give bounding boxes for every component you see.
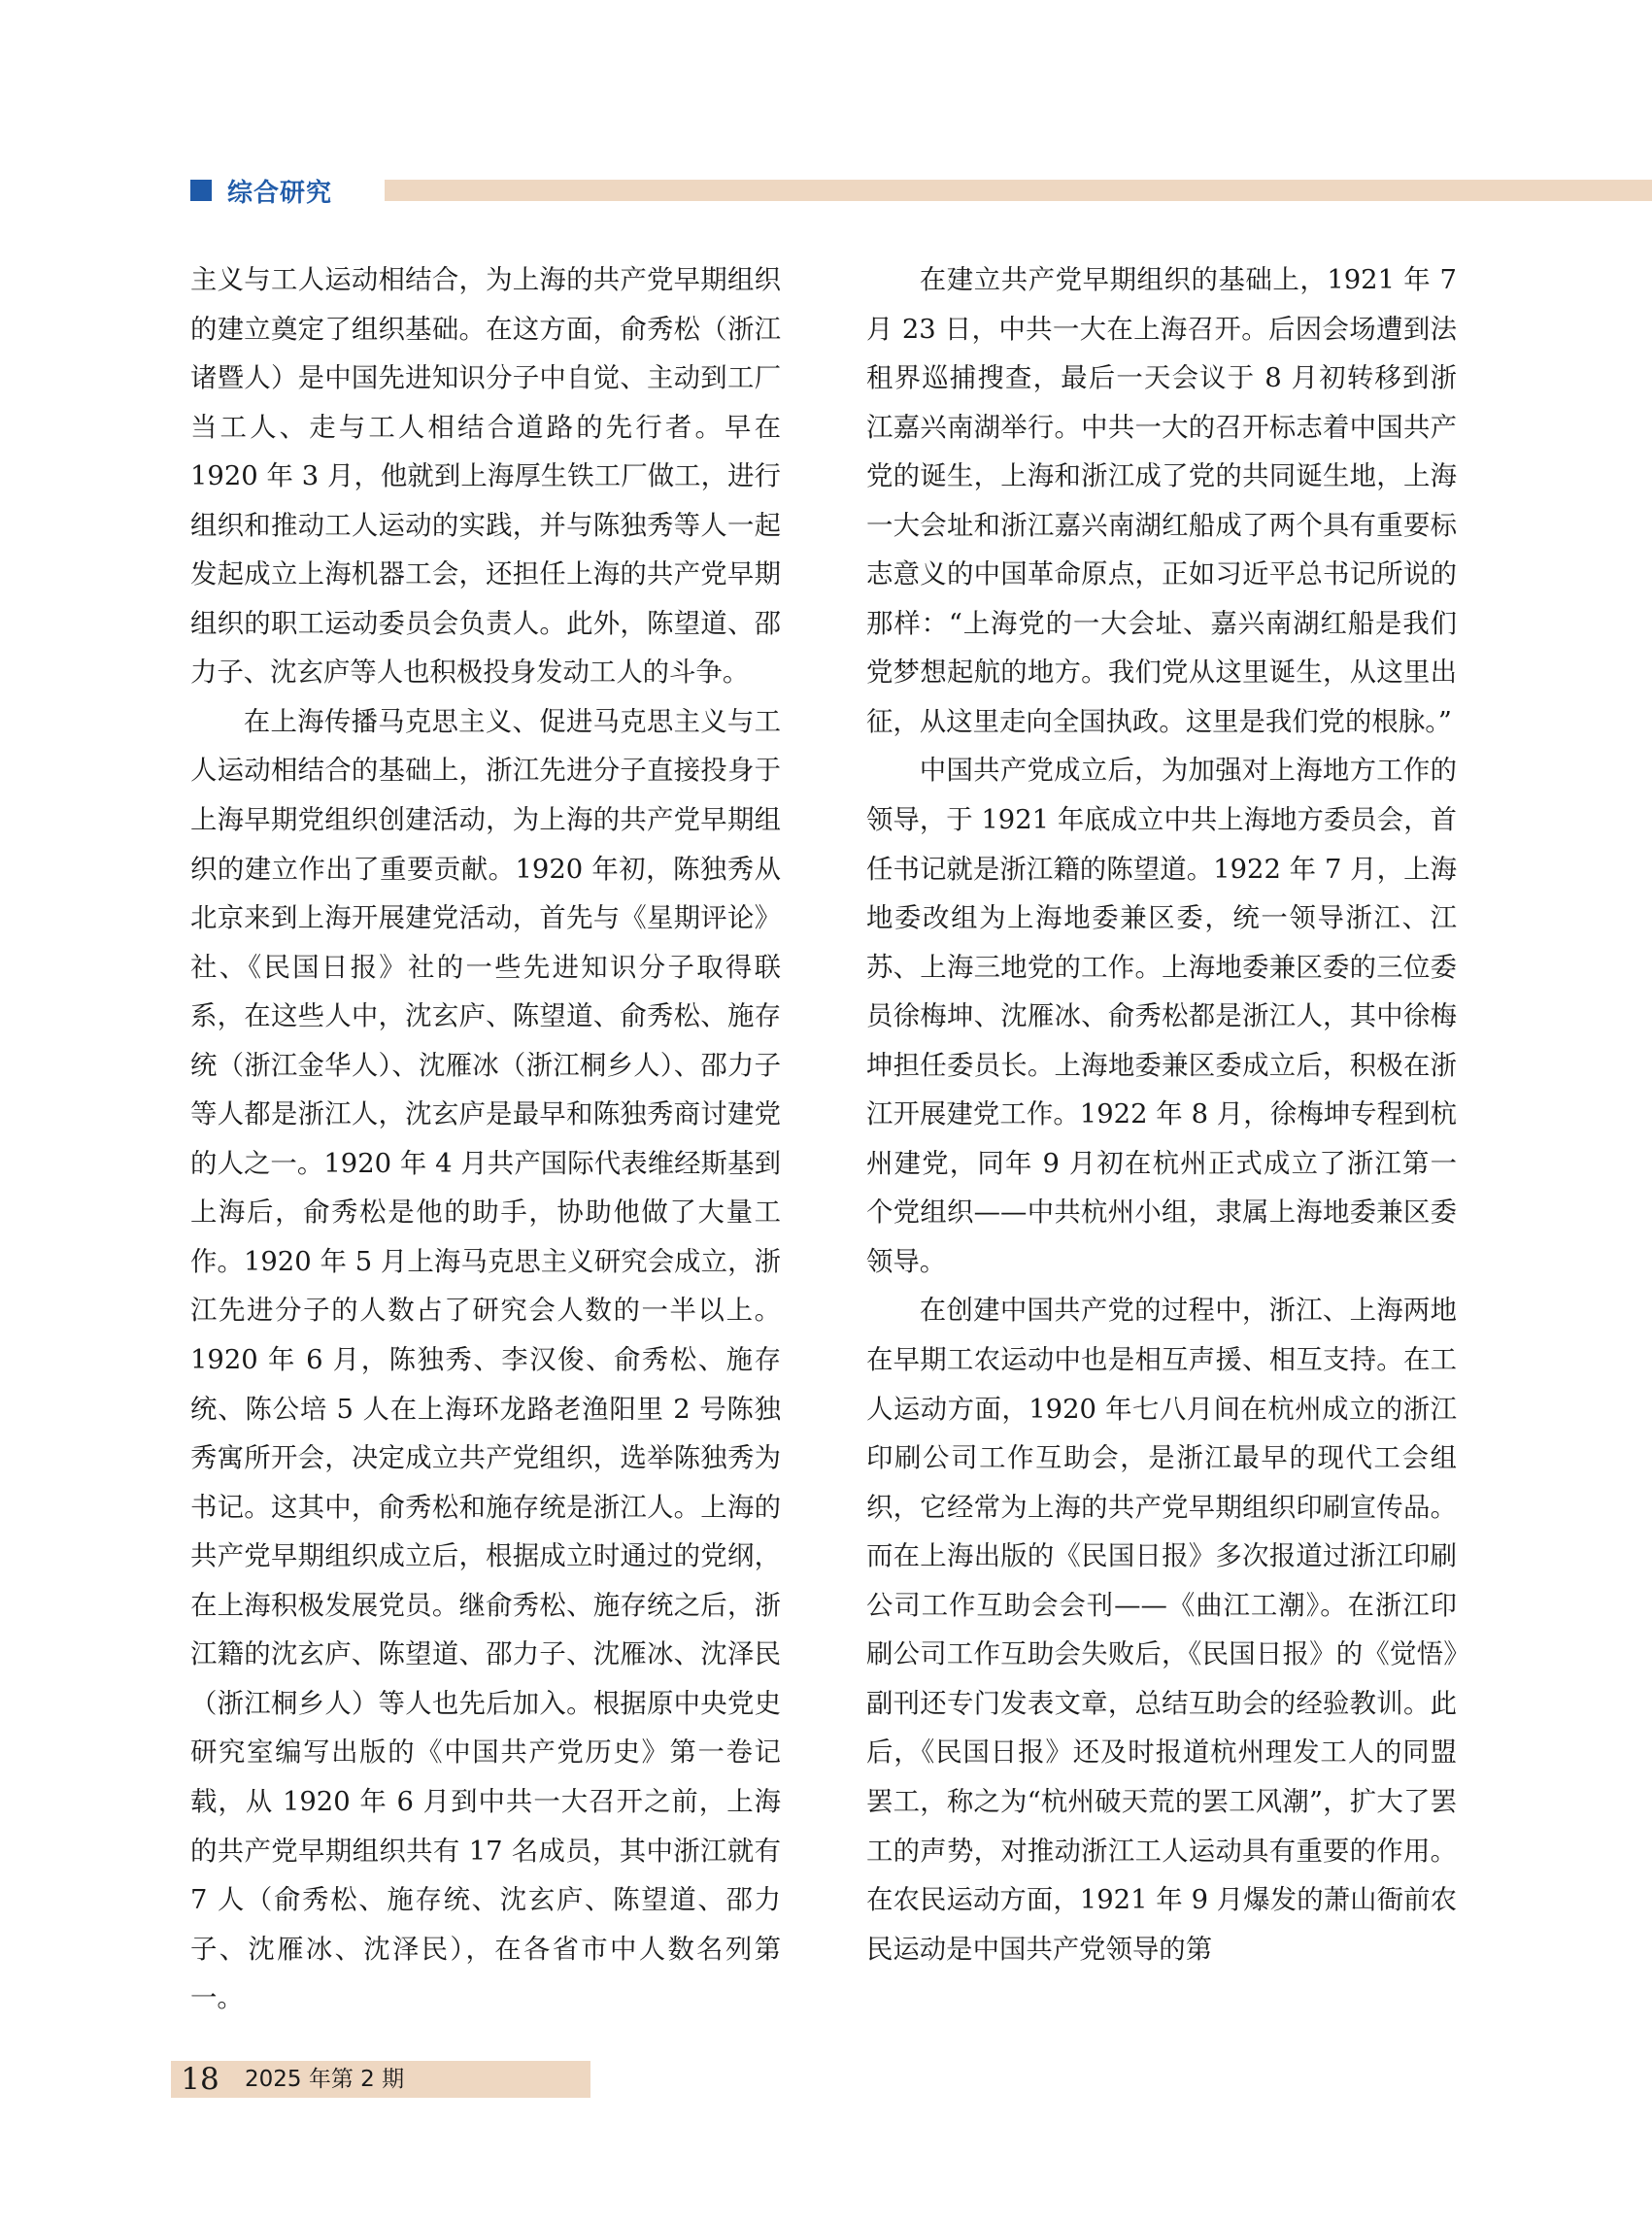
left-column — [190, 256, 781, 2024]
paragraph: 在上海传播马克思主义、促进马克思主义与工人运动相结合的基础上，浙江先进分子直接投身于上海早期党组织创建活动，为上海的共产党早期组织的建立作出了重要贡献。1920 年初，陈独秀从北京来到上海开展建党活动，首先与《星期评论》社、《民国日报》社的一些先进知识分子取得联系，在这些人中，沈玄庐、陈望道、俞秀松、施存统（浙江金华人）、沈雁冰（浙江桐乡人）、邵力子等人都是浙江人，沈玄庐是最早和陈独秀商讨建党的人之一。1920 年 4 月共产国际代表维经斯基到上海后，俞秀松是他的助手，协助他做了大量工作。1920 年 5 月上海马克思主义研究会成立，浙江先进分子的人数占了研究会人数的一半以上。1920 年 6 月，陈独秀、李汉俊、俞秀松、施存统、陈公培 5 人在上海环龙路老渔阳里 2 号陈独秀寓所开会，决定成立共产党组织，选举陈独秀为书记。这其中，俞秀松和施存统是浙江人。上海的共产党早期组织成立后，根据成立时通过的党纲，在上海积极发展党员。继俞秀松、施存统之后，浙江籍的沈玄庐、陈望道、邵力子、沈雁冰、沈泽民（浙江桐乡人）等人也先后加入。根据原中央党史研究室编写出版的《中国共产党历史》第一卷记载，从 1920 年 6 月到中共一大召开之前，上海的共产党早期组织共有 17 名成员，其中浙江就有 7 人（俞秀松、施存统、沈玄庐、陈望道、邵力子、沈雁冰、沈泽民），在各省市中人数名列第一。 — [190, 706, 781, 2014]
section-square-icon — [190, 180, 212, 201]
issue-label: 2025 年第 2 期 — [229, 2061, 590, 2098]
page-number: 18 — [171, 2061, 229, 2098]
paragraph: 在建立共产党早期组织的基础上，1921 年 7 月 23 日，中共一大在上海召开。后因会场遭到法租界巡捕搜查，最后一天会议于 8 月初转移到浙江嘉兴南湖举行。中共一大的召开标志着中国共产党的诞生，上海和浙江成了党的共同诞生地，上海一大会址和浙江嘉兴南湖红船成了两个具有重要标志意义的中国革命原点，正如习近平总书记所说的那样：“上海党的一大会址、嘉兴南湖红船是我们党梦想起航的地方。我们党从这里诞生，从这里出征，从这里走向全国执政。这里是我们党的根脉。” — [866, 265, 1457, 737]
section-header — [190, 175, 1652, 208]
section-title: 综合研究 — [227, 179, 333, 208]
right-column — [866, 256, 1457, 1974]
header-band — [385, 180, 1652, 201]
paragraph: 中国共产党成立后，为加强对上海地方工作的领导，于 1921 年底成立中共上海地方委员会，首任书记就是浙江籍的陈望道。1922 年 7 月，上海地委改组为上海地委兼区委，统一领导浙江、江苏、上海三地党的工作。上海地委兼区委的三位委员徐梅坤、沈雁冰、俞秀松都是浙江人，其中徐梅坤担任委员长。上海地委兼区委成立后，积极在浙江开展建党工作。1922 年 8 月，徐梅坤专程到杭州建党，同年 9 月初在杭州正式成立了浙江第一个党组织——中共杭州小组，隶属上海地委兼区委领导。 — [866, 756, 1457, 1277]
paragraph: 主义与工人运动相结合，为上海的共产党早期组织的建立奠定了组织基础。在这方面，俞秀松（浙江诸暨人）是中国先进知识分子中自觉、主动到工厂当工人、走与工人相结合道路的先行者。早在 1920 年 3 月，他就到上海厚生铁工厂做工，进行组织和推动工人运动的实践，并与陈独秀等人一起发起成立上海机器工会，还担任上海的共产党早期组织的职工运动委员会负责人。此外，陈望道、邵力子、沈玄庐等人也积极投身发动工人的斗争。 — [190, 265, 781, 689]
paragraph: 在创建中国共产党的过程中，浙江、上海两地在早期工农运动中也是相互声援、相互支持。在工人运动方面，1920 年七八月间在杭州成立的浙江印刷公司工作互助会，是浙江最早的现代工会组织，它经常为上海的共产党早期组织印刷宣传品。而在上海出版的《民国日报》多次报道过浙江印刷公司工作互助会会刊——《曲江工潮》。在浙江印刷公司工作互助会失败后，《民国日报》的《觉悟》副刊还专门发表文章，总结互助会的经验教训。此后，《民国日报》还及时报道杭州理发工人的同盟罢工，称之为“杭州破天荒的罢工风潮”，扩大了罢工的声势，对推动浙江工人运动具有重要的作用。在农民运动方面，1921 年 9 月爆发的萧山衙前农民运动是中国共产党领导的第 — [866, 1296, 1457, 1965]
